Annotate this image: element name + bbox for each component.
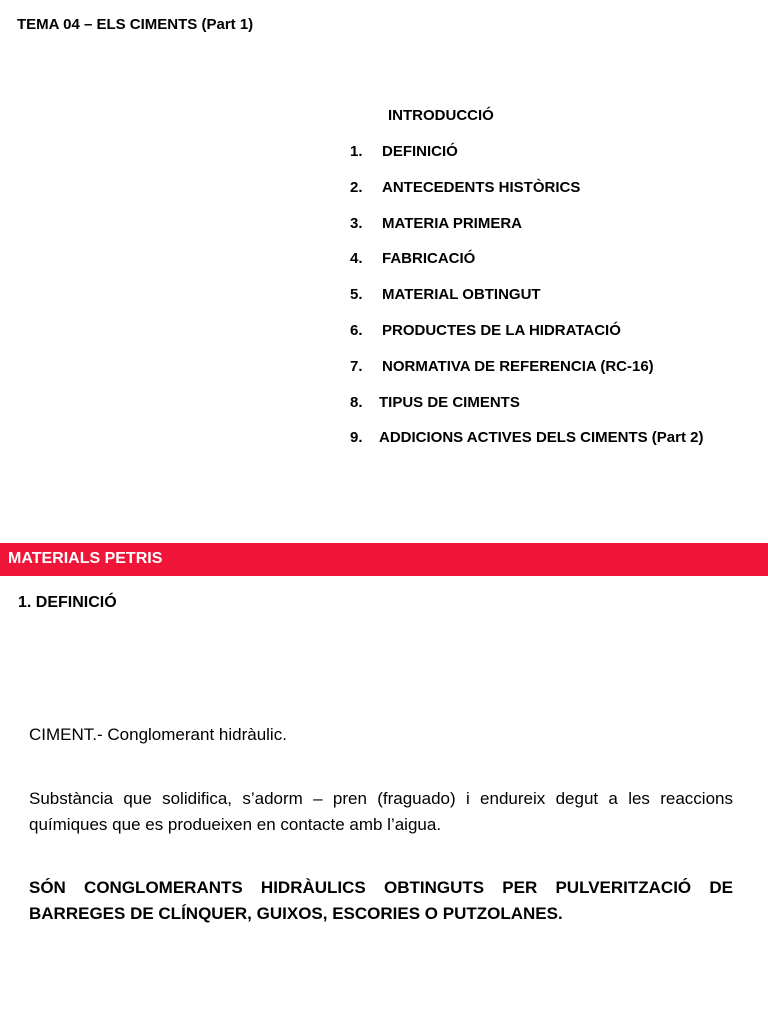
toc-item-number: 2.	[350, 178, 363, 196]
toc-item-number: 6.	[350, 321, 363, 339]
toc-item-number: 3.	[350, 214, 363, 232]
toc-item-label: MATERIAL OBTINGUT	[382, 286, 541, 304]
page-title: TEMA 04 – ELS CIMENTS (Part 1)	[17, 16, 254, 33]
paragraph-substancia: Substància que solidifica, s’adorm – pren (fraguado) i endureix degut a les reaccions químiques que es produeixen en contacte amb l’aigua.	[29, 789, 733, 834]
toc-item-fabricacio	[350, 250, 703, 286]
section-banner	[0, 543, 768, 576]
toc-item-label: NORMATIVA DE REFERENCIA (RC-16)	[382, 357, 654, 375]
paragraph-definition-bold: SÓN CONGLOMERANTS HIDRÀULICS OBTINGUTS PER PULVERITZACIÓ DE BARREGES DE CLÍNQUER, GUIXOS, ESCORIES O PUTZOLANES.	[29, 878, 733, 923]
table-of-contents	[350, 143, 703, 465]
toc-item-label: TIPUS DE CIMENTS	[379, 393, 520, 411]
toc-item-label: ADDICIONS ACTIVES DELS CIMENTS (Part 2)	[379, 429, 704, 447]
toc-item-tipus	[350, 394, 703, 430]
section-heading: 1. DEFINICIÓ	[18, 594, 117, 611]
toc-item-label: MATERIA PRIMERA	[382, 214, 522, 232]
toc-item-material-obtingut	[350, 286, 703, 322]
toc-item-definicio	[350, 143, 703, 179]
toc-item-number: 7.	[350, 357, 363, 375]
toc-item-materia-primera	[350, 215, 703, 251]
toc-item-number: 8.	[350, 393, 363, 411]
toc-item-label: DEFINICIÓ	[382, 143, 458, 160]
toc-item-number: 9.	[350, 429, 363, 447]
toc-item-antecedents	[350, 179, 703, 215]
section-banner-label: MATERIALS PETRIS	[8, 550, 163, 567]
toc-item-number: 4.	[350, 250, 363, 268]
toc-item-normativa	[350, 358, 703, 394]
toc-item-label: ANTECEDENTS HISTÒRICS	[382, 178, 581, 196]
toc-item-label: PRODUCTES DE LA HIDRATACIÓ	[382, 321, 621, 339]
toc-item-label: FABRICACIÓ	[382, 250, 476, 268]
toc-intro: INTRODUCCIÓ	[388, 107, 494, 124]
toc-item-addicions	[350, 429, 703, 465]
paragraph-ciment: CIMENT.- Conglomerant hidràulic.	[29, 725, 287, 744]
toc-item-productes	[350, 322, 703, 358]
toc-item-number: 5.	[350, 286, 363, 304]
toc-item-number: 1.	[350, 143, 363, 160]
